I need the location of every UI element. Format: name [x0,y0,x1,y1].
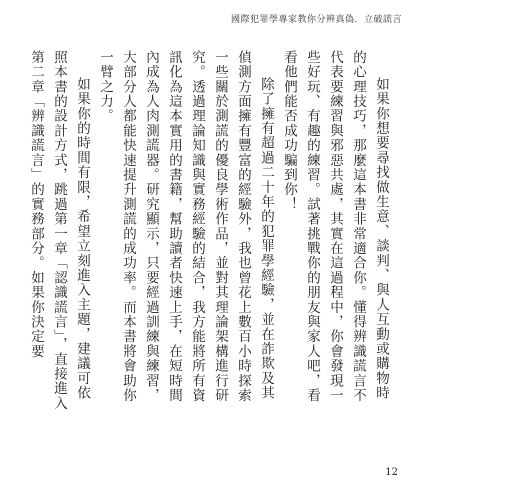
paragraph: 除了擁有超過二十年的犯罪學經驗，並在詐欺及其偵測方面擁有豐富的經驗外，我也曾花上數百小時探索一些關於測謊的優良學術作品，並對其理論架構進行研究。透過理論知識與實務經驗的結合，我方能將所有資訊化為這本實用的書籍，幫助讀者快速上手，在短時間內成為人肉測謊器。研究顯示，只要經過訓練與練習，大部分人都能快速提升測謊的成功率。而本書將會助你一臂之力。 [97,50,274,403]
running-header: 國際犯罪學專家教你分辨真偽．立破謊言 [230,15,402,25]
paragraph: 如果你的時間有限，希望立刻進入主題，建議可依照本書的設計方式，跳過第一章「認識謊言」，直接進入第二章「辨識謊言」的實務部分。如果你決定要 [28,50,90,411]
page-number: 12 [385,467,398,478]
paragraph: 如果你想要尋找做生意、談判、與人互動或購物時的心理技巧，那麼這本書非常適合你。懂得辨識謊言不代表要練習與邪惡共處，其實在這過程中，你會發現一些好玩、有趣的練習。試著挑戰你的朋友與家人吧，看看他們能否成功騙到你！ [281,50,389,403]
body-text [24,50,392,412]
